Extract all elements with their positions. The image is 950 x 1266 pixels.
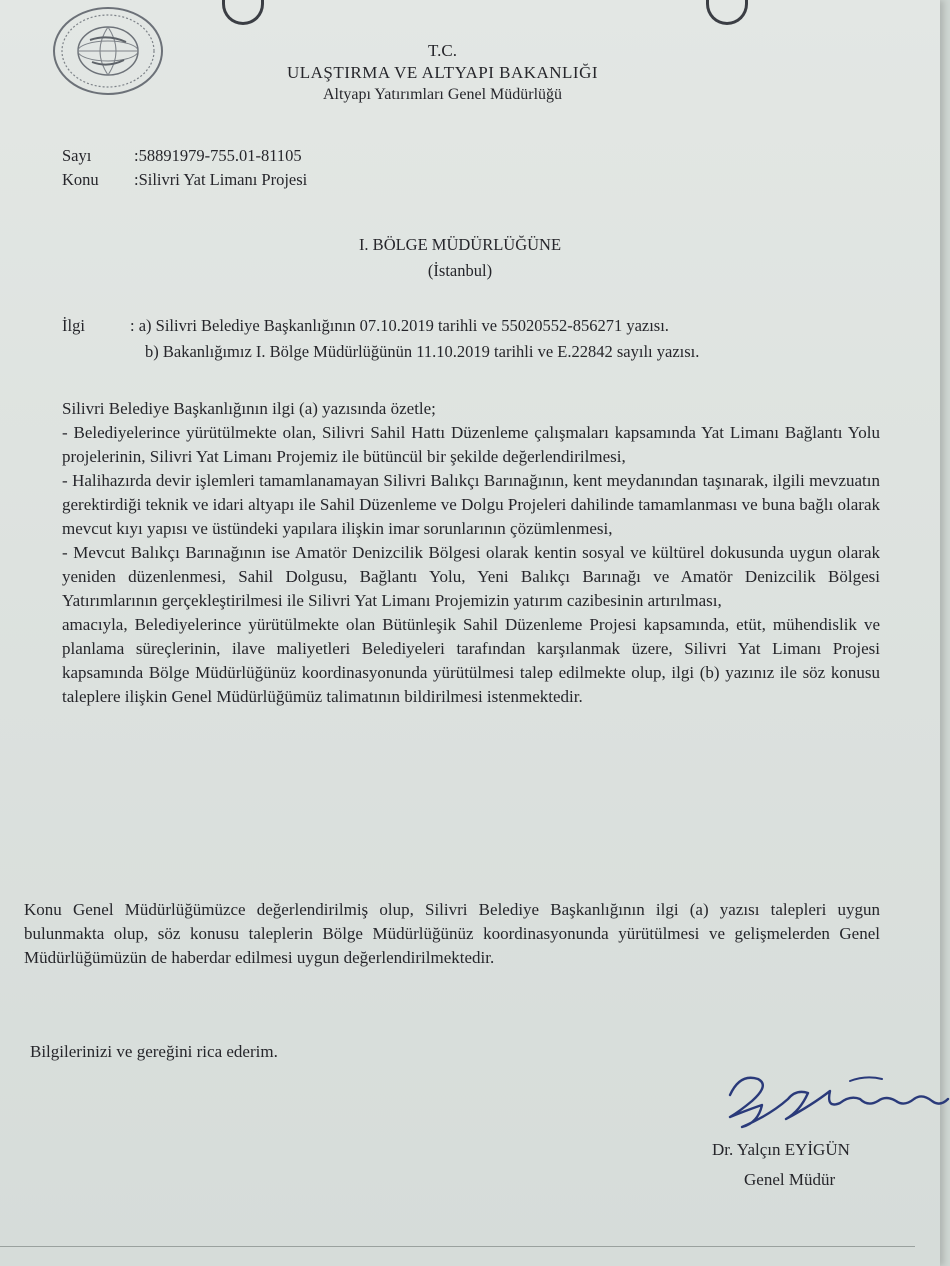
body-item-1: - Belediyelerince yürütülmekte olan, Silivri Sahil Hattı Düzenleme çalışmaları kapsamında Yat Limanı Bağlantı Yolu projelerinin, Silivri Yat Limanı Projemiz ile bütüncül bir şekilde değerlendirilmesi, bbox=[62, 423, 880, 466]
reference-number-row bbox=[62, 146, 302, 166]
reference-number-label: Sayı bbox=[62, 146, 92, 165]
addressee bbox=[250, 232, 670, 284]
body-purpose: amacıyla, Belediyelerince yürütülmekte olan Bütünleşik Sahil Düzenleme Projesi kapsamında, etüt, mühendislik ve planlama süreçlerinin, ilave maliyetleri Belediyeleri tarafından karşılanmak üzere, Silivri Yat Limanı Projesi kapsamında Bölge Müdürlüğünüz koordinasyonunda yürütülmesi talep edilmekte olup, ilgi (b) yazınız ile söz konusu taleplere ilişkin Genel Müdürlüğümüz talimatının bildirilmesi istenmektedir. bbox=[62, 615, 880, 706]
related-document-b: b) Bakanlığımız I. Bölge Müdürlüğünün 11.10.2019 tarihli ve E.22842 sayılı yazısı. bbox=[145, 342, 700, 361]
letterhead-tc: T.C. bbox=[428, 41, 457, 60]
letter-decision bbox=[24, 898, 880, 970]
page-divider bbox=[0, 1246, 915, 1247]
ministry-seal-logo bbox=[52, 6, 164, 96]
subject-label: Konu bbox=[62, 170, 99, 189]
letter-body bbox=[62, 397, 880, 709]
closing-line: Bilgilerinizi ve gereğini rica ederim. bbox=[30, 1042, 278, 1061]
letterhead-ministry: ULAŞTIRMA VE ALTYAPI BAKANLIĞI bbox=[286, 63, 599, 82]
body-decision: Konu Genel Müdürlüğümüzce değerlendirilmiş olup, Silivri Belediye Başkanlığının ilgi (a) yazısı talepleri uygun bulunmakta olup, söz konusu taleplerin Bölge Müdürlüğünüz koordinasyonunda yürütülmesi ve gelişmelerden Genel Müdürlüğümüzün de haberdar edilmesi uygun değerlendirilmektedir. bbox=[24, 900, 880, 967]
body-item-3: - Mevcut Balıkçı Barınağının ise Amatör Denizcilik Bölgesi olarak kentin sosyal ve kültürel dokusunda uygun olarak yeniden düzenlenmesi, Sahil Dolgusu, Bağlantı Yolu, Yeni Balıkçı Barınağı ve Amatör Denizcilik Bölgesi Yatırımlarının gerçekleştirilmesi ile Silivri Yat Limanı Projemizin yatırım cazibesinin artırılması, bbox=[62, 543, 880, 610]
subject-row bbox=[62, 170, 307, 190]
reference-number-value: :58891979-755.01-81105 bbox=[134, 146, 302, 165]
related-document-a: : a) Silivri Belediye Başkanlığının 07.10.2019 tarihli ve 55020552-856271 yazısı. bbox=[130, 316, 669, 335]
signer-title: Genel Müdür bbox=[744, 1170, 836, 1189]
addressee-office: I. BÖLGE MÜDÜRLÜĞÜNE bbox=[358, 235, 562, 254]
staple-mark bbox=[706, 0, 748, 25]
body-intro: Silivri Belediye Başkanlığının ilgi (a) yazısında özetle; bbox=[62, 399, 436, 418]
signer-name: Dr. Yalçın EYİGÜN bbox=[712, 1140, 850, 1159]
addressee-city: (İstanbul) bbox=[427, 261, 493, 280]
staple-mark bbox=[222, 0, 264, 25]
letterhead-department: Altyapı Yatırımları Genel Müdürlüğü bbox=[322, 86, 563, 103]
subject-value: :Silivri Yat Limanı Projesi bbox=[134, 170, 308, 189]
letterhead bbox=[220, 40, 665, 106]
related-documents-label: İlgi bbox=[62, 316, 85, 335]
handwritten-signature bbox=[700, 1065, 950, 1145]
body-item-2: - Halihazırda devir işlemleri tamamlanamayan Silivri Balıkçı Barınağının, kent meydanından taşınarak, ilgili mevzuatın gerektirdiği teknik ve idari altyapı ile Sahil Düzenleme ve Dolgu Projeleri dahilinde tamamlanması ve buna bağlı olarak mevcut kıyı yapısı ve üstündeki yapılara ilişkin imar sorunlarının çözümlenmesi, bbox=[62, 471, 880, 538]
related-documents-a bbox=[62, 316, 669, 336]
